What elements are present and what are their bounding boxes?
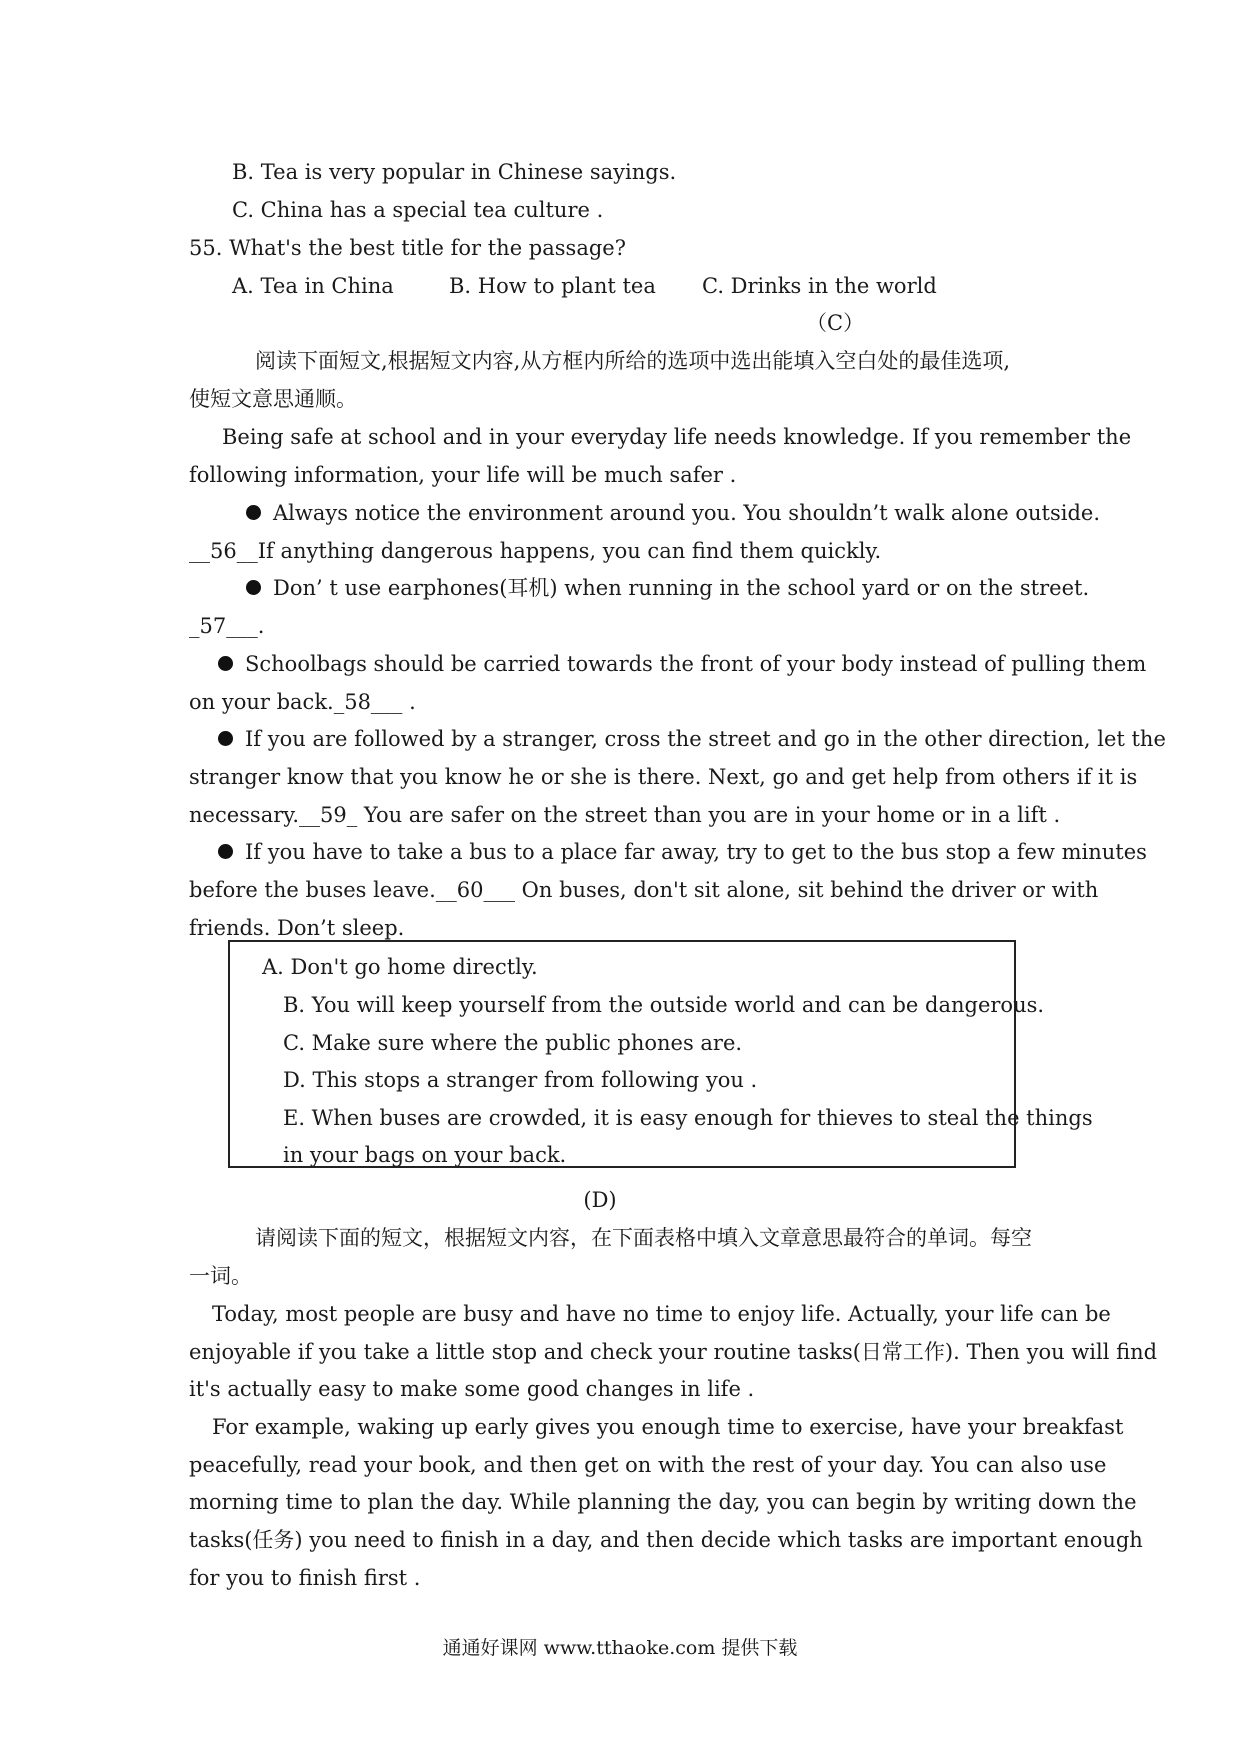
paragraph-1-cont: enjoyable if you take a little stop and check your routine tasks(日常工作). Then you will find [189, 1340, 1158, 1364]
paragraph-1-cont: it's actually easy to make some good changes in life . [189, 1377, 755, 1401]
section-c-instruction-cont: 使短文意思通顺。 [189, 387, 357, 411]
bullet-icon [246, 580, 261, 595]
option-e-cont: in your bags on your back. [283, 1143, 567, 1167]
q55-option-a: A. Tea in China [232, 274, 394, 298]
bullet-item-2-cont: _57___. [189, 614, 265, 638]
bullet-item-4-cont: stranger know that you know he or she is there. Next, go and get help from others if it is [189, 765, 1138, 789]
bullet-icon [218, 731, 233, 746]
bullet-text: Always notice the environment around you. You shouldn’t walk alone outside. [273, 501, 1101, 525]
option-d: D. This stops a stranger from following you . [283, 1068, 758, 1092]
q55-option-b: B. How to plant tea [449, 274, 656, 298]
q54-option-b: B. Tea is very popular in Chinese sayings. [232, 160, 677, 184]
option-b: B. You will keep yourself from the outside world and can be dangerous. [283, 993, 1045, 1017]
bullet-item-1-cont: __56__If anything dangerous happens, you can find them quickly. [189, 539, 882, 563]
bullet-item-3 [218, 650, 1146, 678]
option-a: A. Don't go home directly. [262, 955, 538, 979]
section-c-instruction: 阅读下面短文,根据短文内容,从方框内所给的选项中选出能填入空白处的最佳选项, [255, 349, 1011, 373]
bullet-item-4 [218, 725, 1166, 753]
bullet-item-4-cont: necessary.__59_ You are safer on the street than you are in your home or in a lift . [189, 803, 1061, 827]
q55-question: 55. What's the best title for the passage? [189, 236, 626, 260]
option-e: E. When buses are crowded, it is easy enough for thieves to steal the things [283, 1106, 1093, 1130]
bullet-text: Don’ t use earphones(耳机) when running in the school yard or on the street. [273, 576, 1090, 600]
paragraph-2-cont: tasks(任务) you need to finish in a day, and then decide which tasks are important enough [189, 1528, 1143, 1552]
option-c: C. Make sure where the public phones are. [283, 1031, 743, 1055]
page-footer: 通通好课网 www.tthaoke.com 提供下载 [442, 1637, 798, 1659]
section-c-intro-cont: following information, your life will be much safer . [189, 463, 737, 487]
paragraph-1: Today, most people are busy and have no time to enjoy life. Actually, your life can be [212, 1302, 1111, 1326]
paragraph-2-cont: for you to finish first . [189, 1566, 421, 1590]
bullet-item-5-cont: before the buses leave.__60___ On buses, don't sit alone, sit behind the driver or with [189, 878, 1099, 902]
paragraph-2: For example, waking up early gives you enough time to exercise, have your breakfast [212, 1415, 1124, 1439]
section-d-instruction-cont: 一词。 [189, 1264, 252, 1288]
section-d-instruction: 请阅读下面的短文，根据短文内容，在下面表格中填入文章意思最符合的单词。每空 [255, 1226, 1032, 1250]
bullet-text: Schoolbags should be carried towards the front of your body instead of pulling them [245, 652, 1147, 676]
paragraph-2-cont: morning time to plan the day. While planning the day, you can begin by writing down the [189, 1490, 1137, 1514]
bullet-icon [218, 656, 233, 671]
bullet-icon [218, 844, 233, 859]
q55-option-c: C. Drinks in the world [702, 274, 937, 298]
bullet-text: If you have to take a bus to a place far away, try to get to the bus stop a few minutes [245, 840, 1147, 864]
bullet-item-3-cont: on your back._58___ . [189, 690, 416, 714]
section-d-label: (D) [583, 1188, 617, 1212]
q54-option-c: C. China has a special tea culture . [232, 198, 604, 222]
bullet-icon [246, 505, 261, 520]
bullet-text: If you are followed by a stranger, cross the street and go in the other direction, let the [245, 727, 1166, 751]
bullet-item-1 [246, 499, 1100, 527]
bullet-item-5 [218, 838, 1147, 866]
section-c-label: （C） [806, 311, 865, 335]
bullet-item-2 [246, 574, 1089, 602]
paragraph-2-cont: peacefully, read your book, and then get on with the rest of your day. You can also use [189, 1453, 1107, 1477]
section-c-intro: Being safe at school and in your everyday life needs knowledge. If you remember the [222, 425, 1132, 449]
bullet-item-5-cont: friends. Don’t sleep. [189, 916, 405, 940]
